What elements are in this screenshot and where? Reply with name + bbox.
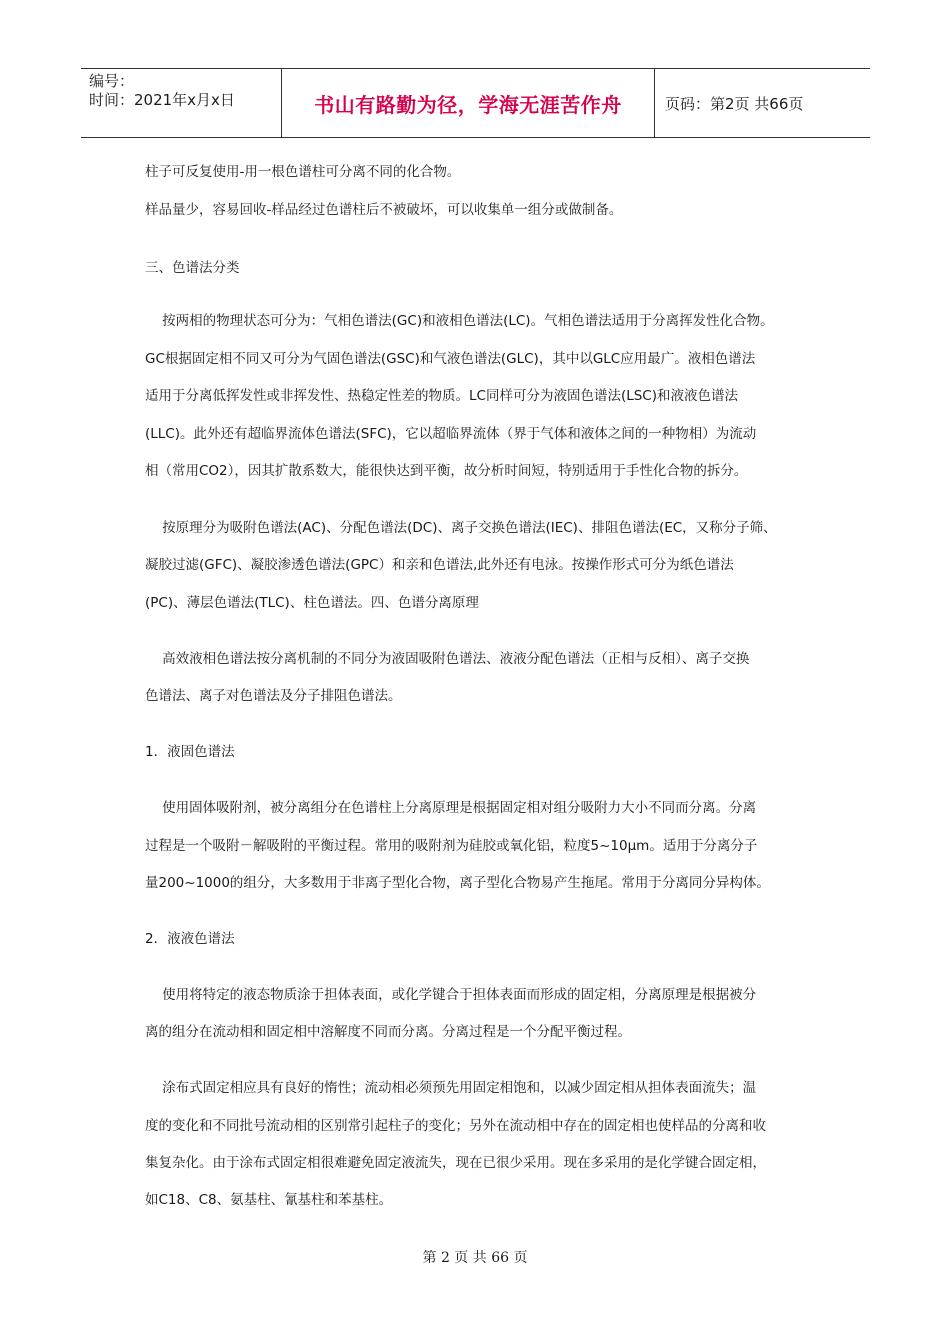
text-line: 如C18、C8、氨基柱、氰基柱和苯基柱。	[145, 1192, 393, 1208]
text-line: 涂布式固定相应具有良好的惰性；流动相必须预先用固定相饱和，以减少固定相从担体表面流失；温	[145, 1080, 757, 1096]
page-footer: 第 2 页 共 66 页	[422, 1250, 528, 1266]
text-line: (PC)、薄层色谱法(TLC)、柱色谱法。四、色谱分离原理	[145, 595, 479, 611]
text-line: 使用固体吸附剂，被分离组分在色谱柱上分离原理是根据固定相对组分吸附力大小不同而分离。分离	[145, 800, 757, 816]
text-line: (LLC)。此外还有超临界流体色谱法(SFC)，它以超临界流体（界于气体和液体之间的一种物相）为流动	[145, 426, 757, 442]
text-line: 凝胶过滤(GFC)、凝胶渗透色谱法(GPC）和亲和色谱法,此外还有电泳。按操作形式可分为纸色谱法	[145, 557, 734, 573]
section-heading: 2．液液色谱法	[145, 931, 235, 947]
text-line: 按原理分为吸附色谱法(AC)、分配色谱法(DC)、离子交换色谱法(IEC)、排阻色谱法(EC，又称分子筛、	[145, 520, 777, 536]
date-label: 时间：2021年x月x日	[89, 91, 235, 109]
text-line: 集复杂化。由于涂布式固定相很难避免固定液流失，现在已很少采用。现在多采用的是化学键合固定相，	[145, 1155, 766, 1171]
text-line: 色谱法、离子对色谱法及分子排阻色谱法。	[145, 688, 402, 704]
text-line: 柱子可反复使用-用一根色谱柱可分离不同的化合物。	[145, 164, 461, 180]
text-line: 高效液相色谱法按分离机制的不同分为液固吸附色谱法、液液分配色谱法（正相与反相）、离子交换	[145, 651, 750, 667]
text-line: 离的组分在流动相和固定相中溶解度不同而分离。分离过程是一个分配平衡过程。	[145, 1024, 631, 1040]
page-header	[81, 68, 870, 138]
text-line: 按两相的物理状态可分为：气相色谱法(GC)和液相色谱法(LC)。气相色谱法适用于分离挥发性化合物。	[145, 313, 774, 329]
text-line: 适用于分离低挥发性或非挥发性、热稳定性差的物质。LC同样可分为液固色谱法(LSC)和液液色谱法	[145, 388, 738, 404]
text-line: 使用将特定的液态物质涂于担体表面，或化学键合于担体表面而形成的固定相，分离原理是根据被分	[145, 987, 757, 1003]
serial-label: 编号：	[89, 72, 135, 90]
text-line: 度的变化和不同批号流动相的区别常引起柱子的变化；另外在流动相中存在的固定相也使样品的分离和收	[145, 1118, 766, 1134]
header-page-cell	[655, 69, 870, 137]
section-heading: 三、色谱法分类	[145, 260, 240, 276]
text-line: 过程是一个吸附－解吸附的平衡过程。常用的吸附剂为硅胶或氧化铝，粒度5~10μm。适用于分离分子	[145, 838, 758, 854]
header-info-cell	[81, 69, 282, 137]
text-line: GC根据固定相不同又可分为气固色谱法(GSC)和气液色谱法(GLC)，其中以GLC应用最广。液相色谱法	[145, 351, 756, 367]
header-motto-cell	[282, 69, 655, 137]
motto-text: 书山有路勤为径，学海无涯苦作舟	[314, 92, 622, 117]
text-line: 量200~1000的组分，大多数用于非离子型化合物，离子型化合物易产生拖尾。常用于分离同分异构体。	[145, 875, 770, 891]
text-line: 相（常用CO2），因其扩散系数大，能很快达到平衡，故分析时间短，特别适用于手性化合物的拆分。	[145, 463, 748, 479]
text-line: 样品量少，容易回收-样品经过色谱柱后不被破坏，可以收集单一组分或做制备。	[145, 202, 623, 218]
page-label: 页码：第2页 共66页	[665, 94, 804, 113]
section-heading: 1．液固色谱法	[145, 744, 235, 760]
